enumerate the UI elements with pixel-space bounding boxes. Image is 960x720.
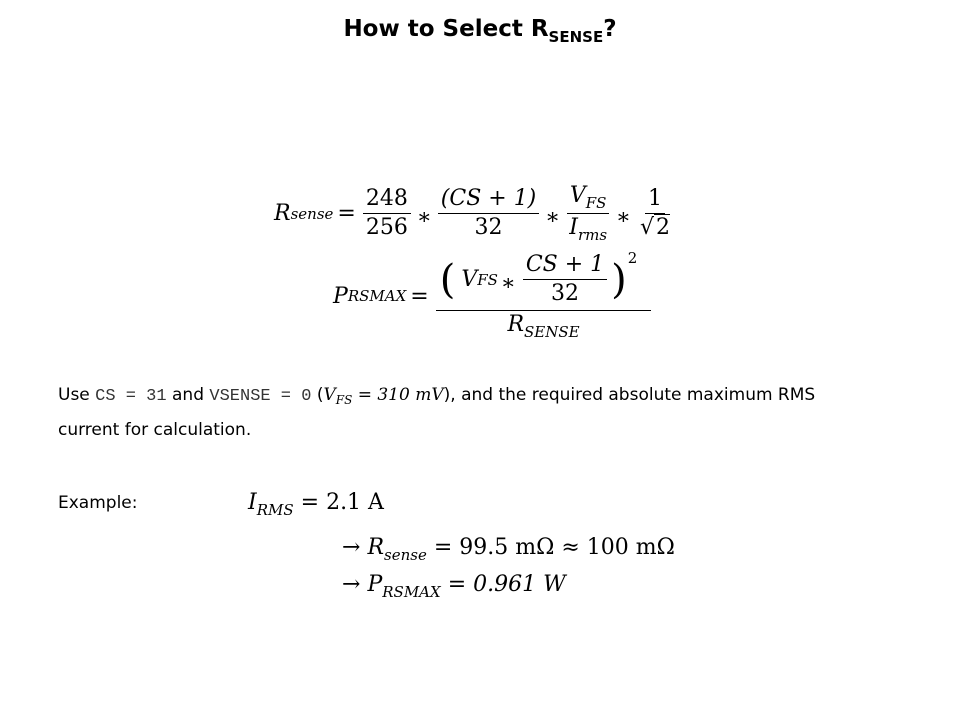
- vfs-subscript: FS: [585, 194, 607, 212]
- denominator: [504, 311, 582, 341]
- fraction-vfs-irms: [566, 183, 610, 244]
- prsmax-symbol: P: [367, 572, 383, 597]
- example-label: Example:: [58, 493, 138, 513]
- inner-numerator: CS + 1: [523, 252, 607, 280]
- fraction-one-over-root2: [637, 186, 673, 242]
- text: and the required absolute maximum RMS current for calculation.: [58, 385, 816, 440]
- multiply-sign: ∗: [500, 270, 516, 296]
- denominator: 256: [365, 215, 408, 240]
- denominator: [566, 214, 610, 244]
- example-irms: [248, 490, 384, 519]
- equals-sign: =: [410, 283, 429, 309]
- irms-subscript: RMS: [256, 501, 294, 519]
- inner-denominator: 32: [551, 281, 579, 307]
- vfs-value: = 310 mV: [357, 385, 444, 405]
- numerator: 248: [363, 186, 411, 214]
- example-rsense: [342, 535, 675, 564]
- close-paren: ): [611, 256, 627, 303]
- vfs-symbol: V: [569, 183, 586, 208]
- prsmax-subscript: RSMAX: [382, 583, 441, 601]
- numerator: [436, 248, 652, 311]
- rsense-subscript: SENSE: [524, 322, 580, 341]
- irms-subscript: rms: [577, 226, 608, 244]
- title-suffix: ?: [603, 16, 617, 42]
- irms-value: = 2.1 A: [300, 490, 384, 515]
- fraction-cs: [438, 186, 540, 242]
- text: and: [172, 385, 204, 405]
- title-text: How to Select R: [343, 16, 549, 42]
- instruction-paragraph: [58, 380, 878, 445]
- irms-symbol: I: [248, 490, 257, 515]
- multiply-sign: ∗: [416, 205, 432, 230]
- numerator: 1: [645, 186, 665, 214]
- rsense-value: = 99.5 mΩ ≈ 100 mΩ: [433, 535, 675, 560]
- prsmax-fraction: [436, 248, 652, 341]
- title-subscript: SENSE: [548, 28, 604, 46]
- numerator: [567, 183, 610, 214]
- sqrt-icon: √: [639, 215, 655, 240]
- equals-sign: =: [337, 201, 356, 226]
- example-prsmax: [342, 572, 566, 601]
- text: ),: [443, 385, 456, 405]
- vfs-symbol: V: [461, 266, 478, 292]
- rsense-symbol: R: [367, 535, 385, 560]
- code-vsense: VSENSE = 0: [209, 387, 312, 406]
- vfs-subscript: FS: [477, 270, 498, 289]
- arrow-right-icon: →: [342, 572, 361, 597]
- arrow-right-icon: →: [342, 535, 361, 560]
- multiply-sign: ∗: [545, 205, 561, 230]
- open-paren: (: [439, 256, 456, 303]
- denominator: 32: [474, 215, 503, 240]
- slide-title: [0, 16, 960, 46]
- rsense-equation: [274, 183, 676, 244]
- prsmax-symbol: P: [333, 283, 348, 309]
- rsense-subscript: sense: [290, 204, 334, 223]
- vfs-subscript: FS: [335, 393, 353, 407]
- exponent: 2: [627, 248, 638, 267]
- prsmax-value: = 0.961 W: [447, 572, 566, 597]
- vfs-symbol: V: [323, 385, 336, 405]
- numerator: (CS + 1): [438, 186, 540, 214]
- rsense-symbol: R: [507, 311, 525, 337]
- fraction-248-256: [363, 186, 411, 242]
- rsense-symbol: R: [274, 201, 291, 226]
- irms-symbol: I: [569, 215, 578, 240]
- multiply-sign: ∗: [616, 205, 631, 230]
- code-cs: CS = 31: [95, 387, 167, 406]
- denominator: [637, 214, 673, 241]
- inner-fraction: [523, 252, 607, 308]
- rsense-subscript: sense: [384, 546, 427, 564]
- prsmax-equation: [333, 248, 654, 341]
- text: (: [316, 385, 324, 405]
- radicand: 2: [656, 215, 671, 240]
- prsmax-subscript: RSMAX: [347, 287, 407, 306]
- text: Use: [58, 385, 90, 405]
